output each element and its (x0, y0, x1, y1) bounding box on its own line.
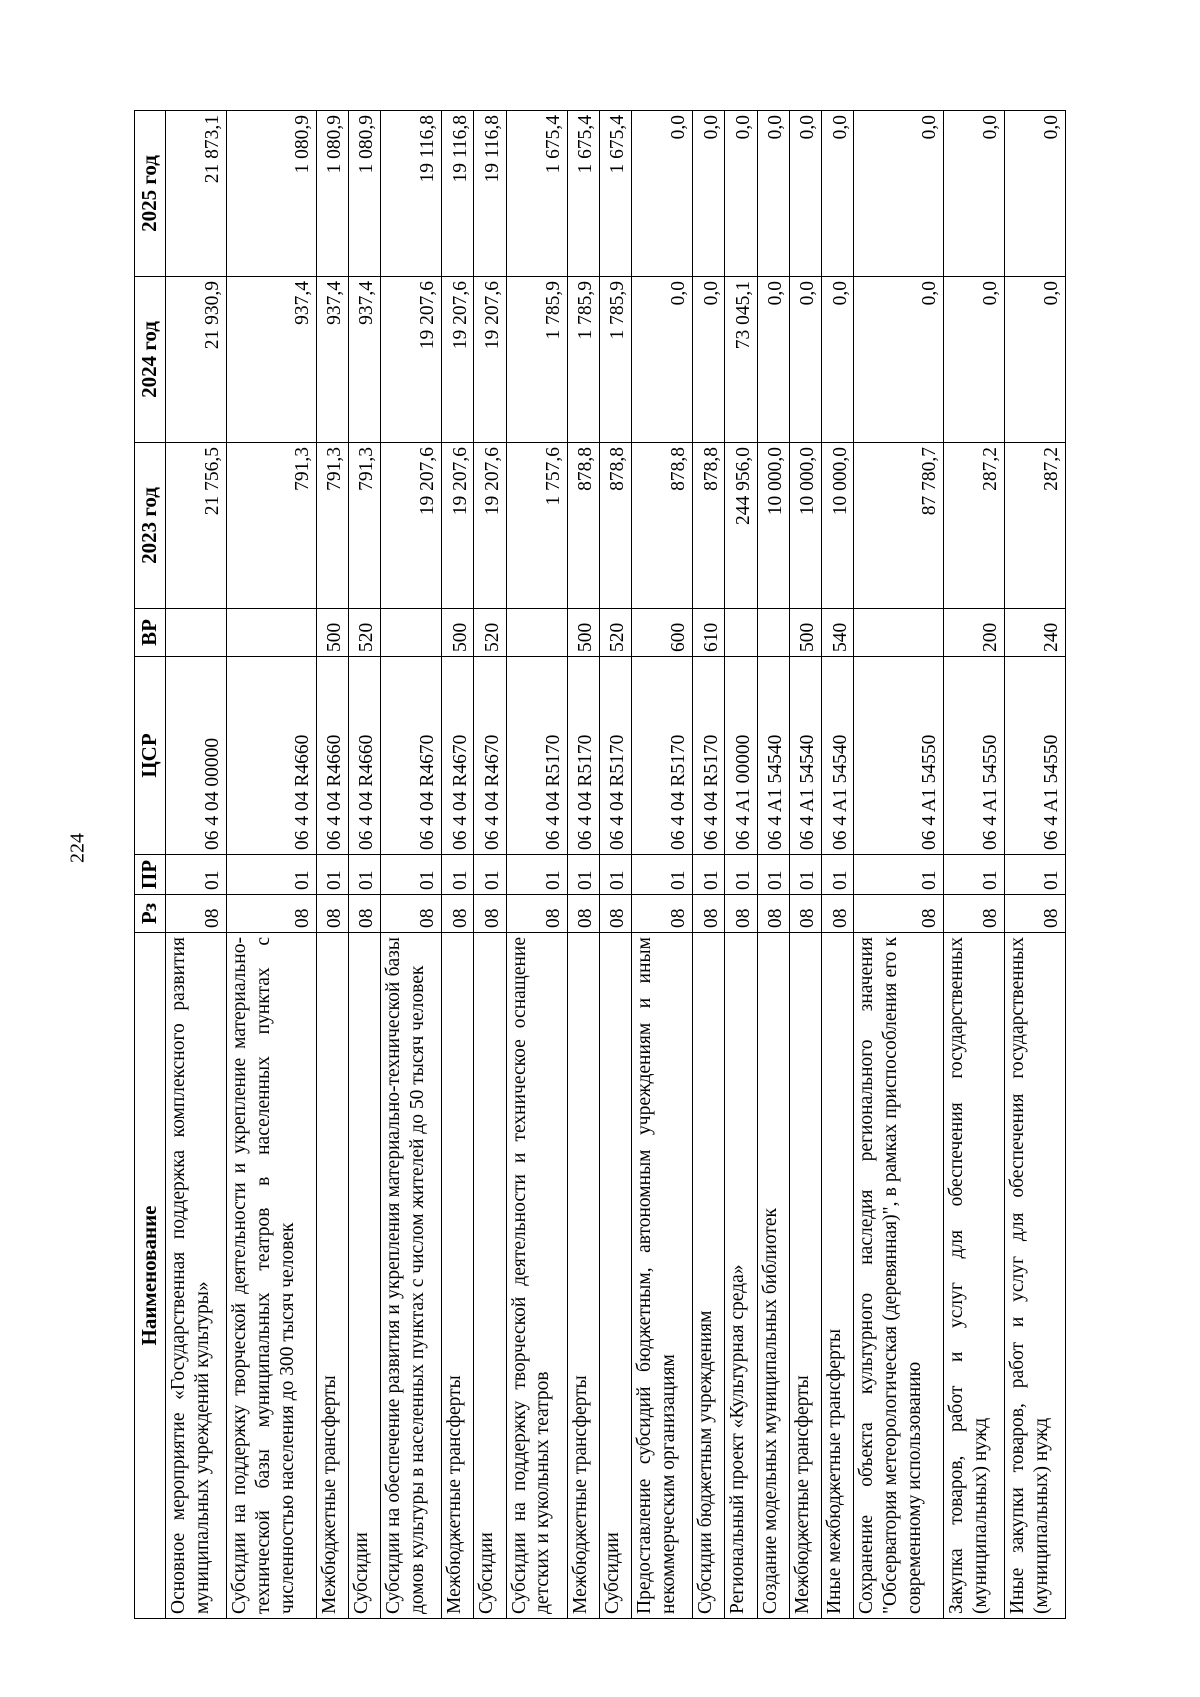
cell-vr: 610 (693, 609, 725, 657)
cell-pr: 01 (166, 855, 227, 895)
cell-2025: 0,0 (632, 111, 693, 277)
cell-csr: 06 4 04 R5170 (632, 657, 693, 855)
cell-rz: 08 (599, 895, 631, 933)
cell-csr: 06 4 A1 54540 (822, 657, 854, 855)
cell-2023: 287,2 (1005, 443, 1066, 609)
table-row (632, 111, 693, 1619)
cell-pr: 01 (789, 855, 821, 895)
cell-2024: 0,0 (822, 277, 854, 443)
cell-rz: 08 (789, 895, 821, 933)
cell-name: Субсидии на обеспечение развития и укрепления материально-технической базы домов культуры в населенных пунктах с числом жителей до 50 тысяч человек (381, 933, 442, 1619)
cell-2025: 1 080,9 (226, 111, 316, 277)
cell-pr: 01 (226, 855, 316, 895)
cell-name: Межбюджетные трансферты (789, 933, 821, 1619)
cell-name: Субсидии на поддержку творческой деятельности и укрепление материально-технической базы муниципальных театров в населенных пунктах с численностью населения до 300 тысяч человек (226, 933, 316, 1619)
cell-rz: 08 (442, 895, 474, 933)
cell-2025: 0,0 (757, 111, 789, 277)
cell-csr: 06 4 04 R5170 (599, 657, 631, 855)
table-header (135, 111, 166, 1619)
cell-pr: 01 (822, 855, 854, 895)
rotated-page-content (134, 111, 1066, 1619)
cell-rz: 08 (693, 895, 725, 933)
cell-csr: 06 4 04 R5170 (693, 657, 725, 855)
table-row (316, 111, 348, 1619)
cell-2024: 0,0 (757, 277, 789, 443)
cell-vr: 500 (789, 609, 821, 657)
cell-2023: 19 207,6 (442, 443, 474, 609)
cell-rz: 08 (381, 895, 442, 933)
cell-2023: 791,3 (226, 443, 316, 609)
cell-rz: 08 (474, 895, 506, 933)
cell-pr: 01 (944, 855, 1005, 895)
header-row (135, 111, 166, 1619)
cell-pr: 01 (348, 855, 380, 895)
cell-pr: 01 (316, 855, 348, 895)
cell-2024: 937,4 (226, 277, 316, 443)
header-2025: 2025 год (135, 111, 166, 277)
cell-2024: 937,4 (316, 277, 348, 443)
cell-2024: 0,0 (944, 277, 1005, 443)
cell-2024: 0,0 (789, 277, 821, 443)
cell-pr: 01 (725, 855, 757, 895)
cell-2025: 1 675,4 (567, 111, 599, 277)
cell-2023: 287,2 (944, 443, 1005, 609)
header-rz: Рз (135, 895, 166, 933)
cell-vr (725, 609, 757, 657)
cell-csr: 06 4 04 R4670 (442, 657, 474, 855)
cell-rz: 08 (757, 895, 789, 933)
cell-name: Субсидии (599, 933, 631, 1619)
cell-vr: 240 (1005, 609, 1066, 657)
cell-name: Субсидии бюджетным учреждениям (693, 933, 725, 1619)
cell-vr: 500 (316, 609, 348, 657)
cell-name: Региональный проект «Культурная среда» (725, 933, 757, 1619)
table-row (599, 111, 631, 1619)
cell-name: Межбюджетные трансферты (316, 933, 348, 1619)
cell-2023: 87 780,7 (854, 443, 944, 609)
cell-2025: 0,0 (693, 111, 725, 277)
cell-rz: 08 (632, 895, 693, 933)
table-row (506, 111, 567, 1619)
table-body (166, 111, 1066, 1619)
cell-2023: 791,3 (348, 443, 380, 609)
cell-pr: 01 (632, 855, 693, 895)
cell-rz: 08 (944, 895, 1005, 933)
cell-csr: 06 4 04 R5170 (567, 657, 599, 855)
cell-pr: 01 (1005, 855, 1066, 895)
cell-pr: 01 (567, 855, 599, 895)
cell-2025: 1 080,9 (316, 111, 348, 277)
cell-rz: 08 (316, 895, 348, 933)
cell-name: Основное мероприятие «Государственная поддержка комплексного развития муниципальных учреждений культуры» (166, 933, 227, 1619)
cell-2023: 21 756,5 (166, 443, 227, 609)
cell-name: Закупка товаров, работ и услуг для обеспечения государственных (муниципальных) нужд (944, 933, 1005, 1619)
cell-rz: 08 (725, 895, 757, 933)
cell-rz: 08 (854, 895, 944, 933)
cell-vr: 540 (822, 609, 854, 657)
header-name: Наименование (135, 933, 166, 1619)
cell-pr: 01 (506, 855, 567, 895)
cell-rz: 08 (166, 895, 227, 933)
cell-pr: 01 (474, 855, 506, 895)
cell-vr (166, 609, 227, 657)
cell-2024: 0,0 (1005, 277, 1066, 443)
cell-name: Предоставление субсидий бюджетным, автономным учреждениям и иным некоммерческим организациям (632, 933, 693, 1619)
cell-pr: 01 (599, 855, 631, 895)
cell-2024: 1 785,9 (599, 277, 631, 443)
cell-2023: 19 207,6 (381, 443, 442, 609)
cell-2024: 0,0 (632, 277, 693, 443)
cell-pr: 01 (381, 855, 442, 895)
table-row (725, 111, 757, 1619)
cell-2023: 244 956,0 (725, 443, 757, 609)
table-row (474, 111, 506, 1619)
cell-2023: 878,8 (693, 443, 725, 609)
cell-csr: 06 4 A1 54550 (944, 657, 1005, 855)
cell-2025: 19 116,8 (474, 111, 506, 277)
cell-name: Субсидии (474, 933, 506, 1619)
cell-2025: 19 116,8 (442, 111, 474, 277)
cell-rz: 08 (567, 895, 599, 933)
cell-2024: 0,0 (854, 277, 944, 443)
header-vr: ВР (135, 609, 166, 657)
header-csr: ЦСР (135, 657, 166, 855)
cell-vr (506, 609, 567, 657)
cell-csr: 06 4 A1 54540 (757, 657, 789, 855)
cell-2024: 19 207,6 (381, 277, 442, 443)
cell-name: Субсидии на поддержку творческой деятельности и техническое оснащение детских и кукольных театров (506, 933, 567, 1619)
cell-2024: 73 045,1 (725, 277, 757, 443)
cell-2025: 0,0 (789, 111, 821, 277)
cell-2023: 878,8 (567, 443, 599, 609)
table-row (757, 111, 789, 1619)
cell-csr: 06 4 A1 54550 (1005, 657, 1066, 855)
cell-name: Межбюджетные трансферты (442, 933, 474, 1619)
table-row (693, 111, 725, 1619)
cell-pr: 01 (442, 855, 474, 895)
cell-2025: 21 873,1 (166, 111, 227, 277)
cell-2024: 937,4 (348, 277, 380, 443)
cell-2023: 10 000,0 (822, 443, 854, 609)
cell-rz: 08 (226, 895, 316, 933)
cell-vr: 500 (442, 609, 474, 657)
cell-2024: 19 207,6 (474, 277, 506, 443)
cell-2024: 1 785,9 (567, 277, 599, 443)
cell-2023: 878,8 (599, 443, 631, 609)
cell-vr: 200 (944, 609, 1005, 657)
cell-csr: 06 4 A1 00000 (725, 657, 757, 855)
cell-vr (757, 609, 789, 657)
cell-2025: 0,0 (822, 111, 854, 277)
table-row (381, 111, 442, 1619)
cell-vr: 600 (632, 609, 693, 657)
cell-2023: 19 207,6 (474, 443, 506, 609)
table-row (944, 111, 1005, 1619)
cell-2023: 10 000,0 (757, 443, 789, 609)
table-row (567, 111, 599, 1619)
cell-pr: 01 (757, 855, 789, 895)
cell-vr: 520 (348, 609, 380, 657)
cell-csr: 06 4 A1 54550 (854, 657, 944, 855)
cell-2025: 19 116,8 (381, 111, 442, 277)
header-2023: 2023 год (135, 443, 166, 609)
cell-pr: 01 (693, 855, 725, 895)
cell-vr: 520 (474, 609, 506, 657)
table-row (166, 111, 227, 1619)
cell-csr: 06 4 04 R4660 (348, 657, 380, 855)
cell-2025: 1 080,9 (348, 111, 380, 277)
cell-2023: 1 757,6 (506, 443, 567, 609)
cell-csr: 06 4 04 00000 (166, 657, 227, 855)
table-row (822, 111, 854, 1619)
cell-name: Субсидии (348, 933, 380, 1619)
cell-csr: 06 4 04 R4660 (226, 657, 316, 855)
table-row (854, 111, 944, 1619)
cell-name: Иные закупки товаров, работ и услуг для обеспечения государственных (муниципальных) нужд (1005, 933, 1066, 1619)
table-row (1005, 111, 1066, 1619)
cell-2025: 0,0 (725, 111, 757, 277)
cell-2023: 791,3 (316, 443, 348, 609)
cell-csr: 06 4 A1 54540 (789, 657, 821, 855)
cell-2024: 1 785,9 (506, 277, 567, 443)
table-row (442, 111, 474, 1619)
cell-csr: 06 4 04 R5170 (506, 657, 567, 855)
cell-rz: 08 (348, 895, 380, 933)
cell-name: Иные межбюджетные трансферты (822, 933, 854, 1619)
header-2024: 2024 год (135, 277, 166, 443)
cell-name: Создание модельных муниципальных библиотек (757, 933, 789, 1619)
cell-rz: 08 (1005, 895, 1066, 933)
cell-name: Сохранение объекта культурного наследия регионального значения "Обсерватория метеорологическая (деревянная)", в рамках приспособления его к современному использованию (854, 933, 944, 1619)
cell-vr (226, 609, 316, 657)
cell-2024: 19 207,6 (442, 277, 474, 443)
cell-vr (381, 609, 442, 657)
cell-pr: 01 (854, 855, 944, 895)
cell-2023: 10 000,0 (789, 443, 821, 609)
header-pr: ПР (135, 855, 166, 895)
cell-vr (854, 609, 944, 657)
cell-2025: 0,0 (854, 111, 944, 277)
table-row (348, 111, 380, 1619)
cell-2023: 878,8 (632, 443, 693, 609)
cell-2025: 1 675,4 (599, 111, 631, 277)
cell-csr: 06 4 04 R4660 (316, 657, 348, 855)
cell-2025: 1 675,4 (506, 111, 567, 277)
cell-vr: 520 (599, 609, 631, 657)
cell-rz: 08 (822, 895, 854, 933)
cell-rz: 08 (506, 895, 567, 933)
cell-name: Межбюджетные трансферты (567, 933, 599, 1619)
page-number: 224 (66, 833, 89, 863)
cell-2024: 0,0 (693, 277, 725, 443)
budget-table (134, 110, 1066, 1619)
cell-csr: 06 4 04 R4670 (381, 657, 442, 855)
cell-2025: 0,0 (944, 111, 1005, 277)
table-row (226, 111, 316, 1619)
cell-vr: 500 (567, 609, 599, 657)
cell-2025: 0,0 (1005, 111, 1066, 277)
table-row (789, 111, 821, 1619)
cell-2024: 21 930,9 (166, 277, 227, 443)
cell-csr: 06 4 04 R4670 (474, 657, 506, 855)
